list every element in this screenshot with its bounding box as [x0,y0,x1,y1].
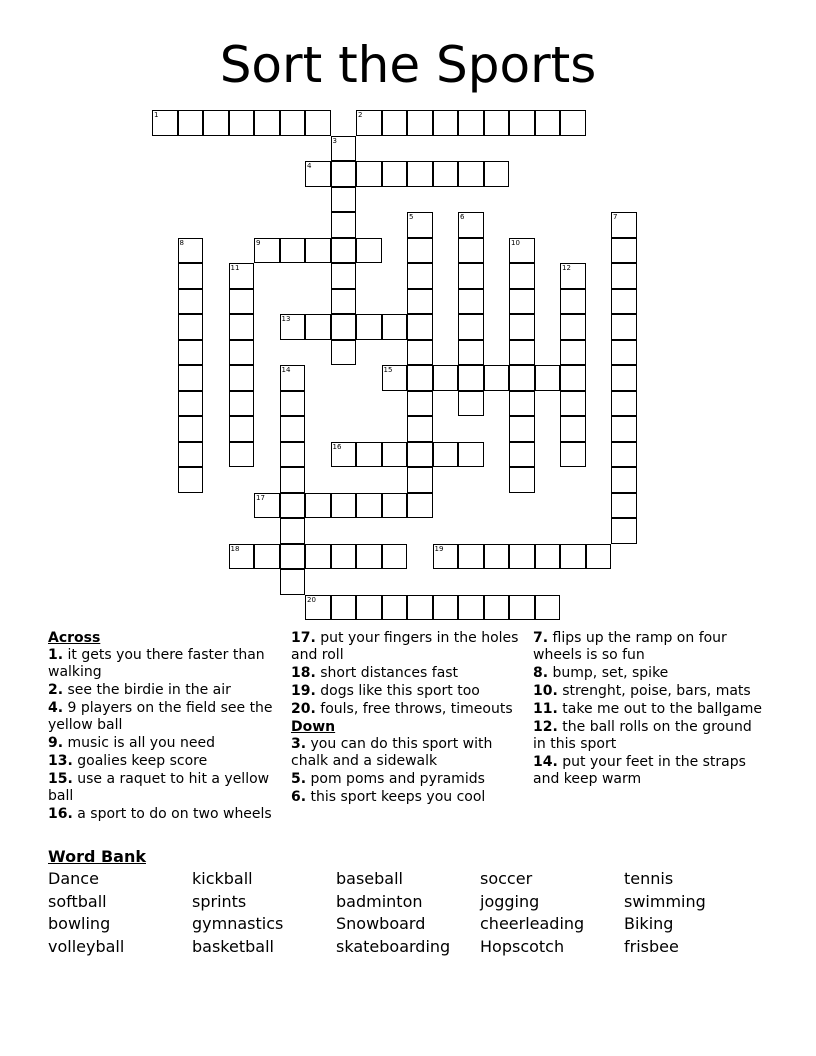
clue-number: 7. [533,630,549,646]
clue-number: 17. [291,630,316,646]
grid-cell[interactable] [229,442,255,468]
clue-number: 10. [533,683,558,699]
grid-cell[interactable] [331,289,357,315]
grid-cell[interactable] [382,595,408,621]
clue-text: bump, set, spike [552,665,669,681]
grid-cell[interactable] [560,365,586,391]
grid-cell[interactable] [178,467,204,493]
clue-number: 9 [256,238,261,247]
word-bank-heading: Word Bank [48,847,147,866]
grid-cell[interactable] [178,110,204,136]
grid-cell[interactable] [560,442,586,468]
clue-number: 15 [383,366,393,374]
grid-cell[interactable] [509,595,535,621]
grid-cell[interactable] [407,161,433,187]
clue-number: 5. [291,771,307,787]
grid-cell[interactable] [458,544,484,570]
grid-cell[interactable] [229,314,255,340]
grid-cell[interactable] [178,416,204,442]
grid-cell[interactable] [611,340,637,366]
clue-number: 18. [291,665,316,681]
clue-text: strenght, poise, bars, mats [562,683,751,699]
grid-cell[interactable] [382,544,408,570]
grid-cell[interactable] [152,110,178,136]
clue-number: 5 [409,213,414,221]
grid-cell[interactable] [305,595,331,621]
clues-column-2 [291,630,523,807]
grid-cell[interactable] [535,110,561,136]
grid-cell[interactable] [280,569,306,595]
grid-cell[interactable] [509,238,535,264]
grid-cell[interactable] [280,365,306,391]
clue-number: 10 [511,238,520,247]
grid-cell[interactable] [484,544,510,570]
grid-cell[interactable] [407,212,433,238]
clue-down [533,630,765,664]
clue-down [291,789,523,806]
clue-number: 13 [281,315,291,323]
grid-cell[interactable] [178,238,204,264]
clue-down [533,683,765,700]
grid-cell[interactable] [203,110,229,136]
grid-cell[interactable] [611,263,637,289]
grid-cell[interactable] [407,314,433,340]
clue-number: 13. [48,753,73,769]
grid-cell[interactable] [382,442,408,468]
grid-cell[interactable] [458,289,484,315]
grid-cell[interactable] [484,595,510,621]
grid-cell[interactable] [611,518,637,544]
grid-cell[interactable] [178,314,204,340]
grid-cell[interactable] [560,416,586,442]
clue-number: 3. [291,736,307,752]
grid-cell[interactable] [356,110,382,136]
clue-number: 14. [533,754,558,770]
word-bank-word: tennis [624,869,674,888]
grid-cell[interactable] [560,340,586,366]
clue-text: the ball rolls on the ground in this sport [533,719,752,752]
grid-cell[interactable] [509,467,535,493]
clue-number: 3 [332,136,337,145]
clue-down [533,754,765,788]
grid-cell[interactable] [331,187,357,213]
grid-cell[interactable] [331,136,357,162]
grid-cell[interactable] [382,161,408,187]
page-title: Sort the Sports [219,36,597,94]
clue-across [48,682,280,699]
grid-cell[interactable] [356,544,382,570]
grid-cell[interactable] [407,595,433,621]
clue-down [533,701,765,718]
clue-number: 4 [307,162,312,170]
word-bank-word: swimming [624,891,706,911]
grid-cell[interactable] [407,416,433,442]
clue-across [291,630,523,664]
word-bank-column [336,868,450,958]
grid-cell[interactable] [229,391,255,417]
grid-cell[interactable] [586,544,612,570]
clue-number: 2. [48,682,64,698]
grid-cell[interactable] [458,238,484,264]
clue-across [291,665,523,682]
grid-cell[interactable] [535,544,561,570]
grid-cell[interactable] [280,442,306,468]
clue-across [291,701,523,718]
grid-cell[interactable] [433,161,459,187]
grid-cell[interactable] [509,416,535,442]
clue-across [48,771,280,805]
clue-number: 12 [562,264,571,272]
clue-text: a sport to do on two wheels [77,806,272,822]
word-bank-word: basketball [192,936,274,956]
clue-text: put your feet in the straps and keep warm [533,754,746,787]
grid-cell[interactable] [280,493,306,519]
grid-cell[interactable] [229,110,255,136]
clue-across [48,735,280,752]
word-bank-column [192,868,283,958]
grid-cell[interactable] [178,391,204,417]
grid-cell[interactable] [331,263,357,289]
grid-cell[interactable] [305,110,331,136]
clue-number: 7 [613,213,618,221]
grid-cell[interactable] [458,391,484,417]
grid-cell[interactable] [229,416,255,442]
clue-across [48,700,280,734]
grid-cell[interactable] [611,493,637,519]
grid-cell[interactable] [356,595,382,621]
clues-column-3 [533,630,765,789]
grid-cell[interactable] [407,110,433,136]
grid-cell[interactable] [611,238,637,264]
grid-cell[interactable] [254,110,280,136]
clue-text: flips up the ramp on four wheels is so fun [533,630,727,663]
clue-down [291,736,523,770]
grid-cell[interactable] [611,365,637,391]
grid-cell[interactable] [458,340,484,366]
grid-cell[interactable] [305,238,331,264]
clue-number: 4. [48,700,64,716]
grid-cell[interactable] [611,289,637,315]
grid-cell[interactable] [458,212,484,238]
word-bank-column [624,868,706,958]
grid-cell[interactable] [611,416,637,442]
grid-cell[interactable] [356,442,382,468]
clue-text: this sport keeps you cool [310,789,486,805]
word-bank-word: Snowboard [336,914,426,933]
clue-text: it gets you there faster than walking [48,647,265,680]
clue-number: 20. [291,701,316,717]
clue-across [48,806,280,823]
clue-across [48,753,280,770]
word-bank-column [48,868,124,958]
grid-cell[interactable] [433,365,459,391]
grid-cell[interactable] [433,110,459,136]
clue-number: 18 [230,544,240,553]
grid-cell[interactable] [356,314,382,340]
word-bank-word: bowling [48,914,111,933]
grid-cell[interactable] [280,110,306,136]
clue-text: you can do this sport with chalk and a sidewalk [291,736,493,769]
grid-cell[interactable] [458,110,484,136]
grid-cell[interactable] [611,391,637,417]
grid-cell[interactable] [331,314,357,340]
grid-cell[interactable] [229,340,255,366]
clue-number: 19. [291,683,316,699]
word-bank-word: Biking [624,914,674,933]
clue-down [533,665,765,682]
grid-cell[interactable] [611,467,637,493]
grid-cell[interactable] [356,238,382,264]
clue-number: 6 [460,213,465,221]
grid-cell[interactable] [484,161,510,187]
grid-cell[interactable] [331,595,357,621]
word-bank-word: skateboarding [336,936,451,956]
grid-cell[interactable] [560,391,586,417]
grid-cell[interactable] [382,314,408,340]
grid-cell[interactable] [280,314,306,340]
clue-number: 9. [48,735,64,751]
grid-cell[interactable] [509,544,535,570]
grid-cell[interactable] [280,518,306,544]
grid-cell[interactable] [229,263,255,289]
word-bank-word: soccer [480,869,533,888]
clue-number: 16. [48,806,73,822]
grid-cell[interactable] [458,595,484,621]
word-bank-word: Hopscotch [480,936,565,956]
down-heading: Down [291,719,336,735]
grid-cell[interactable] [178,289,204,315]
word-bank-word: kickball [192,869,253,888]
clue-number: 1 [154,111,159,119]
grid-cell[interactable] [407,391,433,417]
word-bank-column [480,868,584,958]
clue-number: 11. [533,701,558,717]
grid-cell[interactable] [331,442,357,468]
grid-cell[interactable] [254,238,280,264]
grid-cell[interactable] [178,263,204,289]
word-bank-word: frisbee [624,936,679,956]
grid-cell[interactable] [254,544,280,570]
word-bank-word: jogging [480,891,540,911]
grid-cell[interactable] [280,416,306,442]
clue-number: 8. [533,665,549,681]
clue-text: short distances fast [320,665,459,681]
grid-cell[interactable] [178,365,204,391]
grid-cell[interactable] [509,365,535,391]
grid-cell[interactable] [560,289,586,315]
clue-number: 14 [281,366,291,374]
grid-cell[interactable] [560,314,586,340]
grid-cell[interactable] [407,263,433,289]
grid-cell[interactable] [305,161,331,187]
grid-cell[interactable] [407,493,433,519]
clue-text: music is all you need [67,735,215,751]
clue-text: see the birdie in the air [67,682,231,698]
grid-cell[interactable] [331,161,357,187]
grid-cell[interactable] [433,544,459,570]
grid-cell[interactable] [407,340,433,366]
grid-cell[interactable] [280,391,306,417]
grid-cell[interactable] [382,365,408,391]
grid-cell[interactable] [382,493,408,519]
grid-cell[interactable] [458,442,484,468]
grid-cell[interactable] [509,314,535,340]
clue-number: 12. [533,719,558,735]
grid-cell[interactable] [229,365,255,391]
word-bank-word: gymnastics [192,914,284,933]
clues-column-1 [48,630,280,824]
grid-cell[interactable] [560,110,586,136]
grid-cell[interactable] [280,467,306,493]
grid-cell[interactable] [509,289,535,315]
grid-cell[interactable] [331,493,357,519]
grid-cell[interactable] [611,314,637,340]
grid-cell[interactable] [535,365,561,391]
word-bank-word: sprints [192,891,247,911]
grid-cell[interactable] [305,314,331,340]
grid-cell[interactable] [382,110,408,136]
grid-cell[interactable] [509,263,535,289]
grid-cell[interactable] [178,340,204,366]
grid-cell[interactable] [356,493,382,519]
grid-cell[interactable] [433,595,459,621]
word-bank-word: softball [48,891,107,911]
clue-text: pom poms and pyramids [310,771,485,787]
grid-cell[interactable] [407,289,433,315]
clue-number: 8 [179,238,184,247]
grid-cell[interactable] [305,493,331,519]
across-heading: Across [48,630,101,646]
clue-text: fouls, free throws, timeouts [320,701,513,717]
clue-number: 15. [48,771,73,787]
clue-number: 19 [434,544,444,553]
clue-number: 6. [291,789,307,805]
word-bank-word: badminton [336,891,423,911]
grid-cell[interactable] [407,238,433,264]
grid-cell[interactable] [280,238,306,264]
grid-cell[interactable] [229,289,255,315]
clue-text: goalies keep score [77,753,208,769]
clue-text: use a raquet to hit a yellow ball [48,771,270,804]
word-bank-word: baseball [336,869,403,888]
grid-cell[interactable] [509,340,535,366]
grid-cell[interactable] [433,442,459,468]
clue-across [291,683,523,700]
grid-cell[interactable] [458,365,484,391]
clue-number: 2 [358,111,363,119]
grid-cell[interactable] [305,544,331,570]
clue-number: 17 [256,493,265,502]
grid-cell[interactable] [229,544,255,570]
grid-cell[interactable] [509,391,535,417]
grid-cell[interactable] [407,467,433,493]
grid-cell[interactable] [611,212,637,238]
grid-cell[interactable] [407,365,433,391]
grid-cell[interactable] [484,110,510,136]
grid-cell[interactable] [509,110,535,136]
grid-cell[interactable] [178,442,204,468]
word-bank-word: cheerleading [480,914,585,933]
grid-cell[interactable] [331,238,357,264]
clue-text: put your fingers in the holes and roll [291,630,519,663]
grid-cell[interactable] [509,442,535,468]
grid-cell[interactable] [458,263,484,289]
clue-across [48,647,280,681]
clue-text: dogs like this sport too [320,683,480,699]
clue-number: 16 [332,442,342,451]
grid-cell[interactable] [254,493,280,519]
grid-cell[interactable] [611,442,637,468]
grid-cell[interactable] [458,314,484,340]
grid-cell[interactable] [331,544,357,570]
clue-down [291,771,523,788]
grid-cell[interactable] [560,544,586,570]
grid-cell[interactable] [331,212,357,238]
grid-cell[interactable] [560,263,586,289]
grid-cell[interactable] [484,365,510,391]
grid-cell[interactable] [280,544,306,570]
grid-cell[interactable] [535,595,561,621]
grid-cell[interactable] [331,340,357,366]
clue-number: 11 [230,264,240,272]
grid-cell[interactable] [356,161,382,187]
word-bank-word: volleyball [48,936,125,956]
clue-number: 1. [48,647,64,663]
clue-down [533,719,765,753]
clue-text: take me out to the ballgame [562,701,762,717]
word-bank-word: Dance [48,869,99,888]
grid-cell[interactable] [458,161,484,187]
clue-number: 20 [307,595,316,604]
grid-cell[interactable] [407,442,433,468]
clue-text: 9 players on the field see the yellow ball [48,700,273,733]
